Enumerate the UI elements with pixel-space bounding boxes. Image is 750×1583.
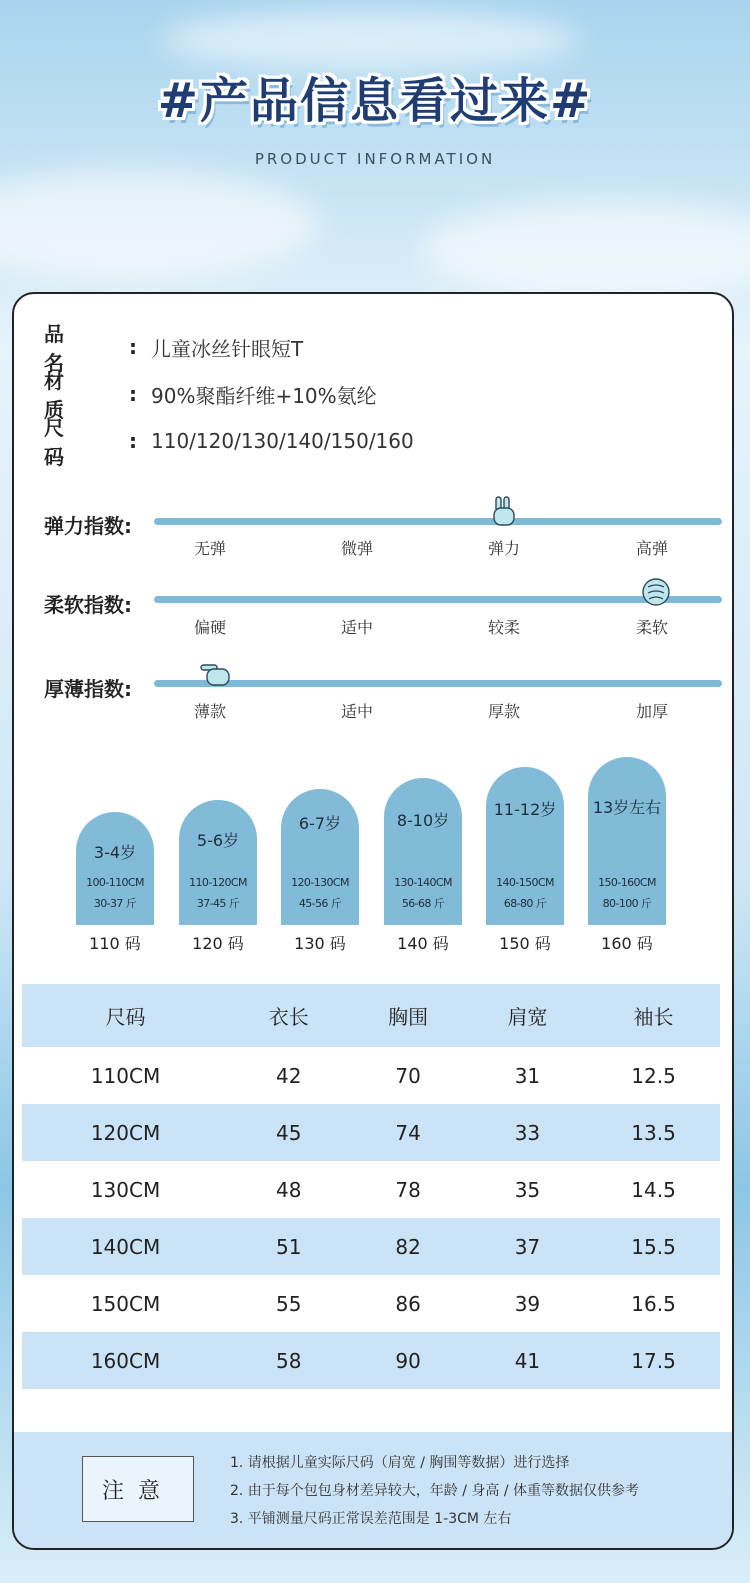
cell: 31 <box>514 1063 541 1088</box>
page-subtitle: PRODUCT INFORMATION <box>254 150 496 168</box>
cell: 150CM <box>90 1291 161 1316</box>
size-table <box>22 984 720 1389</box>
tower-age: 8-10岁 <box>396 811 450 830</box>
cell: 41 <box>468 1332 587 1389</box>
tower-height: 100-110CM <box>86 876 144 889</box>
notice-title: 注意 <box>82 1456 194 1522</box>
tower-height: 140-150CM <box>496 876 554 889</box>
col-header-shoulder: 肩宽 <box>468 984 587 1047</box>
tower-weight: 37-45 斤 <box>196 897 240 910</box>
tower-height: 120-130CM <box>291 876 349 889</box>
info-name-value: 儿童冰丝针眼短T <box>151 336 304 361</box>
info-row-name <box>44 322 304 375</box>
elasticity-option: 高弹 <box>635 539 668 558</box>
cell: 58 <box>229 1332 348 1389</box>
thickness-option: 薄款 <box>193 702 226 721</box>
elasticity-option: 弹力 <box>487 539 520 558</box>
tower-weight: 56-68 斤 <box>401 897 445 910</box>
tower-weight: 68-80 斤 <box>503 897 547 910</box>
cell: 15.5 <box>587 1218 720 1275</box>
tower-height: 110-120CM <box>189 876 247 889</box>
cell: 33 <box>468 1104 587 1161</box>
cell: 14.5 <box>631 1177 676 1202</box>
cell: 51 <box>229 1218 348 1275</box>
cell: 70 <box>395 1063 421 1088</box>
elasticity-option: 微弹 <box>340 539 373 558</box>
tower-height: 130-140CM <box>394 876 452 889</box>
size-tower-160 <box>588 757 666 925</box>
info-material-label: 材质 <box>44 369 102 422</box>
product-info-card <box>12 292 734 1550</box>
peace-hand-icon <box>487 495 521 529</box>
info-name-label: 品名 <box>44 322 102 375</box>
thickness-option: 适中 <box>340 702 373 721</box>
table-row <box>22 1275 720 1332</box>
size-code: 160 码 <box>601 934 653 953</box>
tower-age: 6-7岁 <box>298 814 342 833</box>
col-header-size: 尺码 <box>22 984 229 1047</box>
info-colon: : <box>129 429 137 453</box>
info-row-material <box>44 369 377 422</box>
size-tower-150 <box>486 767 564 925</box>
info-colon: : <box>129 382 137 406</box>
size-tower-110 <box>76 812 154 925</box>
tower-height: 150-160CM <box>598 876 656 889</box>
notice-line: 1. 请根据儿童实际尺码（肩宽 / 胸围等数据）进行选择 <box>230 1455 570 1471</box>
table-row <box>22 1161 720 1218</box>
table-row <box>22 1218 720 1275</box>
cloud-decoration <box>420 200 750 300</box>
cell: 39 <box>514 1291 541 1316</box>
info-material-value: 90%聚酯纤维+10%氨纶 <box>151 383 377 408</box>
notice-line: 3. 平铺测量尺码正常误差范围是 1-3CM 左右 <box>230 1511 512 1527</box>
softness-index-label: 柔软指数: <box>44 593 132 617</box>
cell: 16.5 <box>631 1291 676 1316</box>
cell: 13.5 <box>587 1104 720 1161</box>
cell: 48 <box>276 1177 302 1202</box>
softness-option: 较柔 <box>487 618 520 637</box>
thickness-option: 加厚 <box>635 702 668 721</box>
fist-hand-icon <box>639 575 673 609</box>
cell: 86 <box>395 1291 421 1316</box>
cell: 82 <box>348 1218 467 1275</box>
softness-option: 适中 <box>340 618 373 637</box>
info-row-size <box>44 416 414 469</box>
cell: 90 <box>348 1332 467 1389</box>
tower-age: 5-6岁 <box>196 831 240 850</box>
elasticity-option: 无弹 <box>193 539 226 558</box>
cloud-decoration <box>160 10 580 70</box>
pointing-hand-icon <box>199 659 233 693</box>
size-tower-130 <box>281 789 359 925</box>
cell: 140CM <box>22 1218 229 1275</box>
tower-age: 3-4岁 <box>93 843 137 862</box>
cell: 37 <box>468 1218 587 1275</box>
size-tower-120 <box>179 800 257 925</box>
cell: 160CM <box>22 1332 229 1389</box>
notice-section <box>14 1432 734 1550</box>
elasticity-index-bar <box>154 518 722 525</box>
cell: 12.5 <box>631 1063 676 1088</box>
cell: 74 <box>348 1104 467 1161</box>
size-code: 120 码 <box>192 934 244 953</box>
cloud-decoration <box>0 170 320 280</box>
softness-option: 柔软 <box>635 618 668 637</box>
cell: 35 <box>514 1177 541 1202</box>
col-header-length: 衣长 <box>229 984 348 1047</box>
cell: 78 <box>395 1177 421 1202</box>
tower-age: 11-12岁 <box>493 800 557 819</box>
col-header-sleeve: 袖长 <box>587 984 720 1047</box>
size-code: 110 码 <box>89 934 141 953</box>
cell: 45 <box>229 1104 348 1161</box>
softness-index-bar <box>154 596 722 603</box>
elasticity-index-label: 弹力指数: <box>44 514 132 538</box>
softness-option: 偏硬 <box>193 618 226 637</box>
size-code: 140 码 <box>397 934 449 953</box>
table-row <box>22 1332 720 1389</box>
cell: 130CM <box>90 1177 161 1202</box>
tower-weight: 45-56 斤 <box>298 897 342 910</box>
info-colon: : <box>129 335 137 359</box>
size-tower-140 <box>384 778 462 925</box>
info-size-label: 尺码 <box>44 416 102 469</box>
size-code: 130 码 <box>294 934 346 953</box>
cell: 120CM <box>22 1104 229 1161</box>
cell: 110CM <box>90 1063 161 1088</box>
table-row <box>22 1047 720 1104</box>
cell: 17.5 <box>587 1332 720 1389</box>
table-row <box>22 1104 720 1161</box>
thickness-index-bar <box>154 680 722 687</box>
thickness-option: 厚款 <box>487 702 520 721</box>
info-size-value: 110/120/130/140/150/160 <box>151 429 414 453</box>
tower-age: 13岁左右 <box>592 798 662 817</box>
size-code: 150 码 <box>499 934 551 953</box>
tower-weight: 30-37 斤 <box>93 897 137 910</box>
col-header-chest: 胸围 <box>348 984 467 1047</box>
table-header-row <box>22 984 720 1047</box>
notice-line: 2. 由于每个包包身材差异较大，年龄 / 身高 / 体重等数据仅供参考 <box>230 1483 640 1499</box>
page-title: #产品信息看过来# <box>157 73 593 129</box>
tower-weight: 80-100 斤 <box>602 897 652 910</box>
thickness-index-label: 厚薄指数: <box>44 677 132 701</box>
cell: 55 <box>276 1291 302 1316</box>
cell: 42 <box>276 1063 302 1088</box>
